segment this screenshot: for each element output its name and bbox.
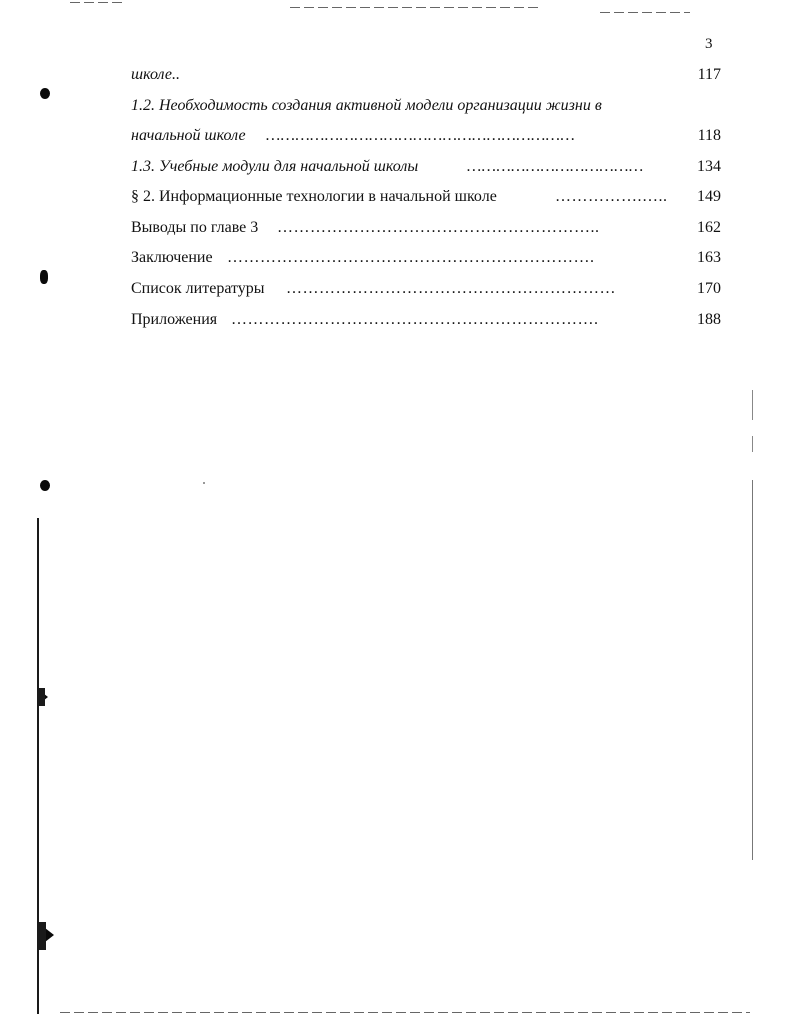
toc-entry	[131, 64, 721, 86]
scan-speck	[203, 482, 205, 484]
toc-entry	[131, 156, 721, 178]
toc-entry-title: начальной школе	[131, 127, 246, 144]
scan-edge-right	[752, 480, 753, 860]
punch-hole-mark	[40, 480, 50, 491]
toc-entry-page: 117	[697, 66, 721, 83]
toc-entry-title: Выводы по главе 3	[131, 219, 259, 236]
toc-entry-page: 162	[697, 219, 721, 236]
toc-entry	[131, 125, 721, 147]
toc-entry-leader: ……………………………………………………	[286, 280, 616, 297]
toc-entry-page: 118	[697, 127, 721, 144]
punch-hole-mark	[40, 270, 48, 284]
toc-entry-title: школе..	[131, 66, 181, 83]
scan-edge-right	[752, 390, 753, 420]
scan-edge-bottom	[60, 1012, 750, 1013]
toc-entry	[131, 217, 721, 239]
toc-entry-title: § 2. Информационные технологии в начальной школе	[131, 188, 497, 205]
toc-entry	[131, 95, 721, 117]
toc-entry-page: 149	[697, 188, 721, 205]
scan-edge-right	[752, 436, 753, 452]
toc-entry-page: 163	[697, 249, 721, 266]
toc-entry-leader: ………………………………………………………	[266, 127, 576, 144]
toc-entry-title: Приложения	[131, 311, 218, 328]
scan-edge-top-left	[70, 2, 125, 3]
toc-entry-page: 170	[697, 280, 721, 297]
toc-entry-title: 1.2. Необходимость создания активной модели организации жизни в	[131, 97, 602, 114]
toc-entry-leader: …………….…..	[555, 188, 668, 205]
toc-entry-leader: …………………………………………………..	[277, 219, 600, 236]
toc-entry-title: Список литературы	[131, 280, 265, 297]
toc-entry-leader: ………………………………	[467, 158, 644, 175]
toc-entry-page: 188	[697, 311, 721, 328]
scan-edge-top-right	[600, 12, 690, 13]
page-number: 3	[705, 36, 713, 52]
toc-entry	[131, 247, 721, 269]
toc-entry-title: Заключение	[131, 249, 213, 266]
toc-entry	[131, 278, 721, 300]
toc-entry-page: 134	[697, 158, 721, 175]
toc-entry-leader: ………………………………………………………….	[231, 311, 599, 328]
punch-hole-mark	[40, 88, 50, 99]
binding-clip-block	[37, 922, 46, 950]
scan-edge-top-mid	[290, 7, 540, 8]
toc-entry-title: 1.3. Учебные модули для начальной школы	[131, 158, 419, 175]
binding-clip-block	[37, 688, 45, 706]
binding-clip-mark	[45, 928, 54, 942]
toc-entry	[131, 309, 721, 331]
toc-entry-leader: ………………………………………………………….	[227, 249, 595, 266]
toc-entry	[131, 186, 721, 208]
